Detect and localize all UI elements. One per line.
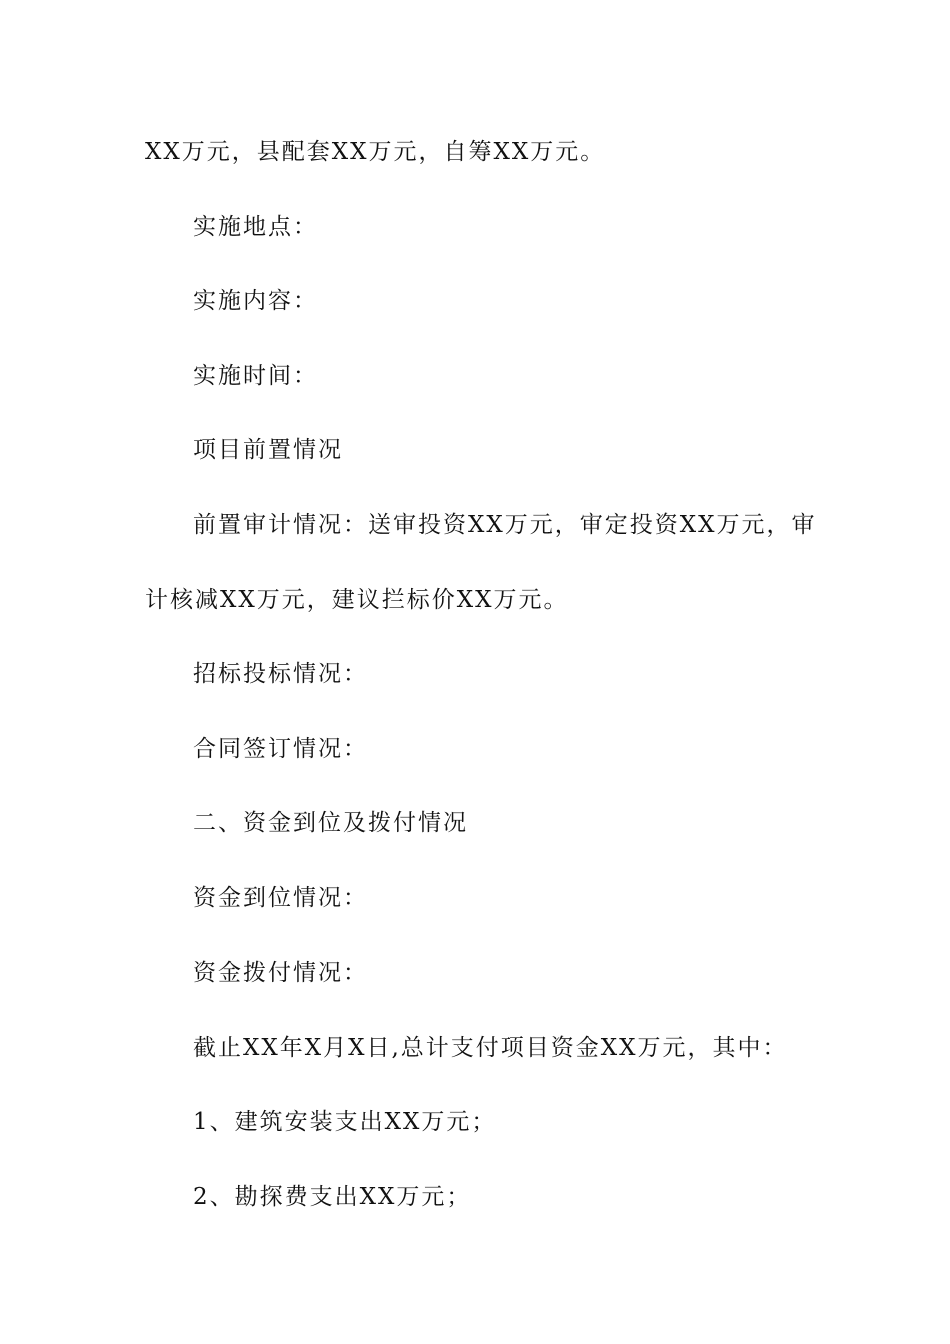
section-heading-funds: 二、资金到位及拨付情况: [193, 810, 468, 836]
paragraph-contract-signing: 合同签订情况：: [193, 736, 368, 762]
paragraph-bidding: 招标投标情况：: [193, 661, 368, 687]
list-item-construction-installation: 1、建筑安装支出XX万元；: [193, 1109, 497, 1135]
list-item-survey-fee: 2、勘探费支出XX万元；: [193, 1184, 472, 1210]
paragraph-pre-audit-continuation: 计核减XX万元，建议拦标价XX万元。: [145, 587, 569, 613]
section-heading-project-preconditions: 项目前置情况: [193, 437, 343, 463]
paragraph-implementation-time: 实施时间：: [193, 363, 318, 389]
paragraph-implementation-content: 实施内容：: [193, 288, 318, 314]
paragraph-pre-audit: 前置审计情况：送审投资XX万元，审定投资XX万元，审: [193, 512, 817, 538]
paragraph-funds-arrival: 资金到位情况：: [193, 885, 368, 911]
paragraph-implementation-location: 实施地点：: [193, 214, 318, 240]
paragraph-funds-disbursement: 资金拨付情况：: [193, 960, 368, 986]
paragraph-funding-continuation: XX万元，县配套XX万元，自筹XX万元。: [145, 139, 606, 165]
paragraph-total-payment: 截止XX年X月X日,总计支付项目资金XX万元，其中：: [193, 1035, 788, 1061]
